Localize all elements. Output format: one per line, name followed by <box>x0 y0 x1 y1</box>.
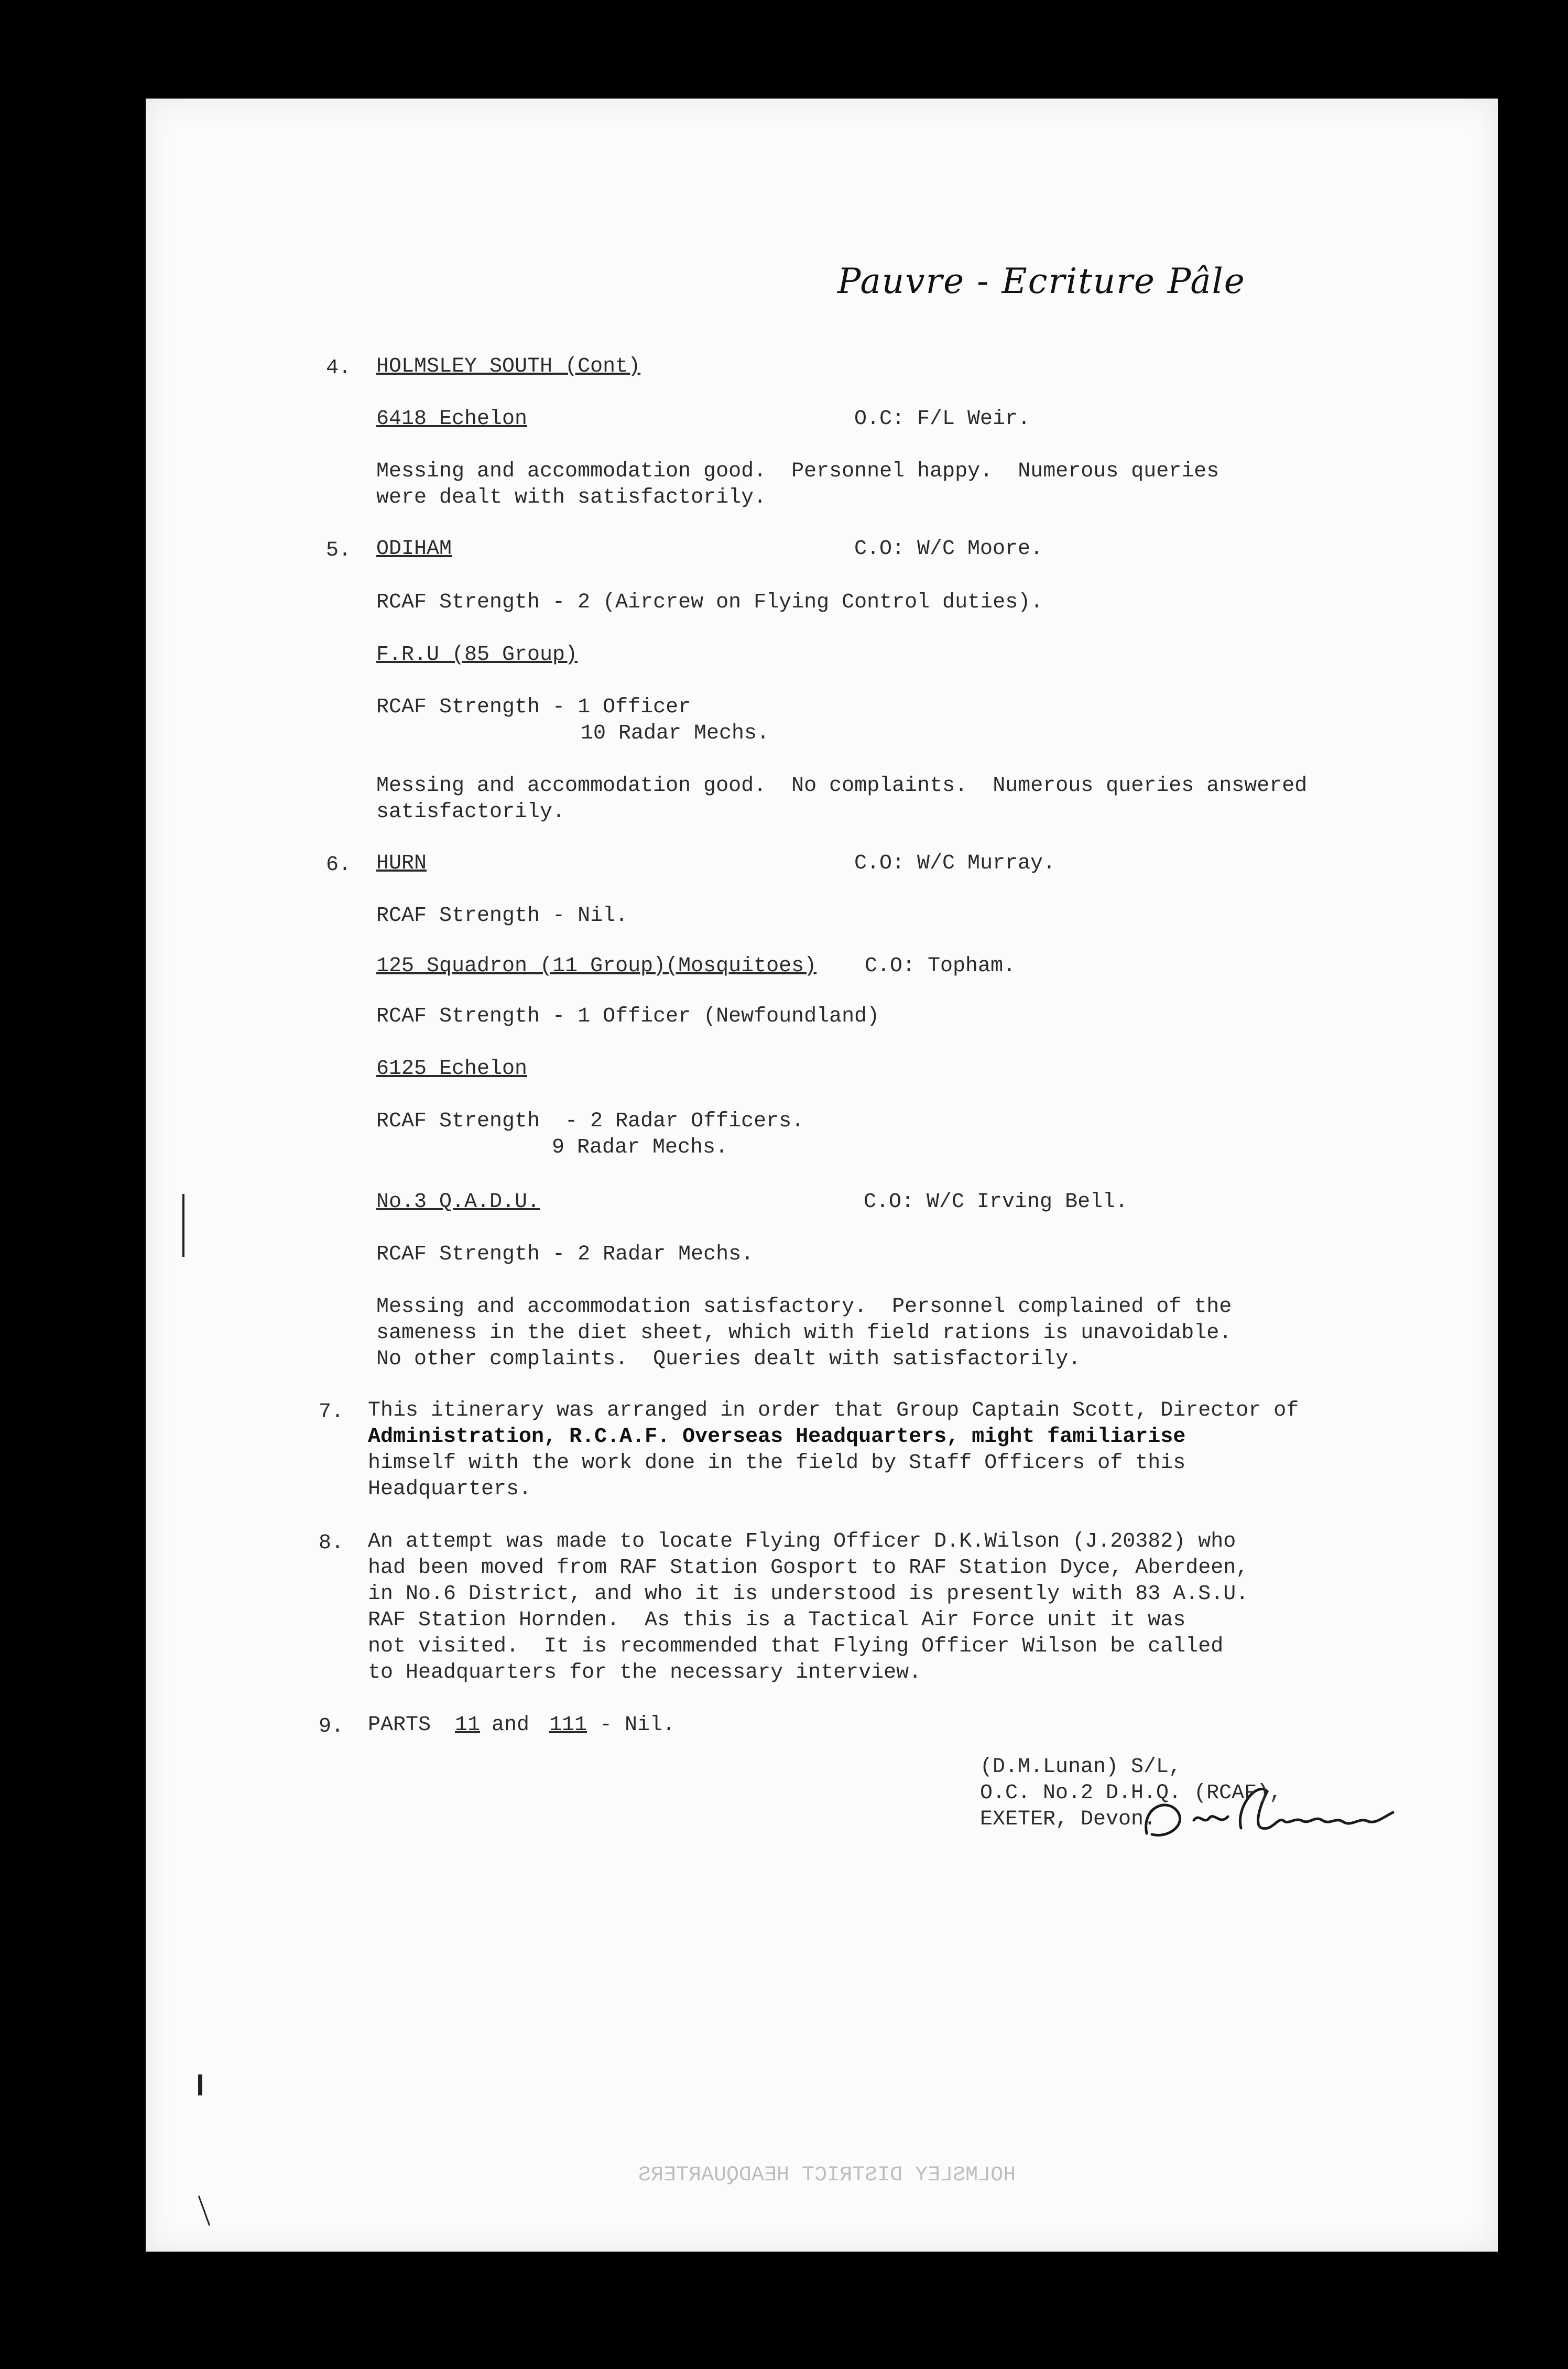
strength-line: RCAF Strength - Nil. <box>376 904 628 928</box>
section-number: 7. <box>319 1400 344 1424</box>
strength-line: 10 Radar Mechs. <box>581 722 770 745</box>
scan-mark <box>182 1194 184 1257</box>
paragraph-line: Messing and accommodation satisfactory. Personnel complained of the <box>376 1295 1232 1319</box>
strength-line: RCAF Strength - 1 Officer <box>376 696 691 719</box>
signatory-location: EXETER, Devon. <box>980 1808 1157 1831</box>
section-number: 6. <box>326 853 352 877</box>
unit-name: 6125 Echelon <box>376 1057 528 1081</box>
section-heading: ODIHAM <box>376 537 452 561</box>
paragraph-line: No other complaints. Queries dealt with satisfactorily. <box>376 1347 1081 1371</box>
commanding-officer: C.O: W/C Murray. <box>854 852 1056 875</box>
paragraph-line: sameness in the diet sheet, which with field rations is unavoidable. <box>376 1321 1232 1345</box>
unit-name: No.3 Q.A.D.U. <box>376 1190 540 1214</box>
signatory-name: (D.M.Lunan) S/L, <box>980 1755 1182 1779</box>
strength-line: RCAF Strength - 2 (Aircrew on Flying Control duties). <box>376 591 1043 614</box>
nil-text: - Nil. <box>600 1713 676 1737</box>
paragraph-line: to Headquarters for the necessary interview. <box>368 1661 922 1685</box>
part-a: 11 <box>455 1713 481 1737</box>
document-page <box>146 99 1498 2252</box>
paragraph-line: in No.6 District, and who it is understood is presently with 83 A.S.U. <box>368 1582 1249 1606</box>
paragraph-line: Headquarters. <box>368 1477 532 1501</box>
paragraph-line: RAF Station Hornden. As this is a Tactical Air Force unit it was <box>368 1609 1186 1632</box>
strength-line: RCAF Strength - 2 Radar Officers. <box>376 1110 804 1133</box>
commanding-officer: O.C: F/L Weir. <box>854 407 1031 431</box>
handwritten-note: Pauvre - Ecriture Pâle <box>837 261 1246 301</box>
section-number: 5. <box>326 539 352 562</box>
commanding-officer: C.O: W/C Irving Bell. <box>864 1190 1128 1214</box>
part-b: 111 <box>549 1713 587 1737</box>
and-word: and <box>492 1713 530 1737</box>
bleed-through-text: HOLMSLEY DISTRICT HEADQUARTERS <box>638 2164 1016 2187</box>
paragraph-line: Messing and accommodation good. Personnel happy. Numerous queries <box>376 460 1219 483</box>
paragraph-line: not visited. It is recommended that Flying Officer Wilson be called <box>368 1635 1224 1658</box>
signatory-title: O.C. No.2 D.H.Q. (RCAF), <box>980 1781 1282 1805</box>
unit-name: F.R.U (85 Group) <box>376 643 578 667</box>
paragraph-line: An attempt was made to locate Flying Officer D.K.Wilson (J.20382) who <box>368 1530 1236 1553</box>
strength-line: RCAF Strength - 2 Radar Mechs. <box>376 1243 754 1266</box>
commanding-officer: C.O: W/C Moore. <box>854 537 1043 561</box>
paragraph-line: Administration, R.C.A.F. Overseas Headquarters, might familiarise <box>368 1425 1186 1449</box>
strength-line: RCAF Strength - 1 Officer (Newfoundland) <box>376 1005 880 1028</box>
squadron-name: 125 Squadron (11 Group)(Mosquitoes) <box>376 954 817 978</box>
paragraph-line: had been moved from RAF Station Gosport to RAF Station Dyce, Aberdeen, <box>368 1556 1249 1580</box>
parts-label: PARTS <box>368 1713 431 1737</box>
paragraph-line: Messing and accommodation good. No complaints. Numerous queries answered <box>376 774 1308 798</box>
unit-name: 6418 Echelon <box>376 407 528 431</box>
paragraph-line: were dealt with satisfactorily. <box>376 486 767 509</box>
section-number: 9. <box>319 1715 344 1738</box>
section-number: 4. <box>326 356 352 380</box>
section-heading: HURN <box>376 852 427 875</box>
scan-mark <box>198 2074 202 2095</box>
paragraph-line: himself with the work done in the field by Staff Officers of this <box>368 1451 1186 1475</box>
strength-line: 9 Radar Mechs. <box>552 1136 728 1159</box>
commanding-officer: C.O: Topham. <box>865 954 1016 978</box>
section-heading: HOLMSLEY SOUTH (Cont) <box>376 355 641 378</box>
scan-mark <box>198 2196 210 2225</box>
paragraph-line: satisfactorily. <box>376 800 565 824</box>
section-number: 8. <box>319 1531 344 1555</box>
paragraph-line: This itinerary was arranged in order that Group Captain Scott, Director of <box>368 1399 1299 1422</box>
